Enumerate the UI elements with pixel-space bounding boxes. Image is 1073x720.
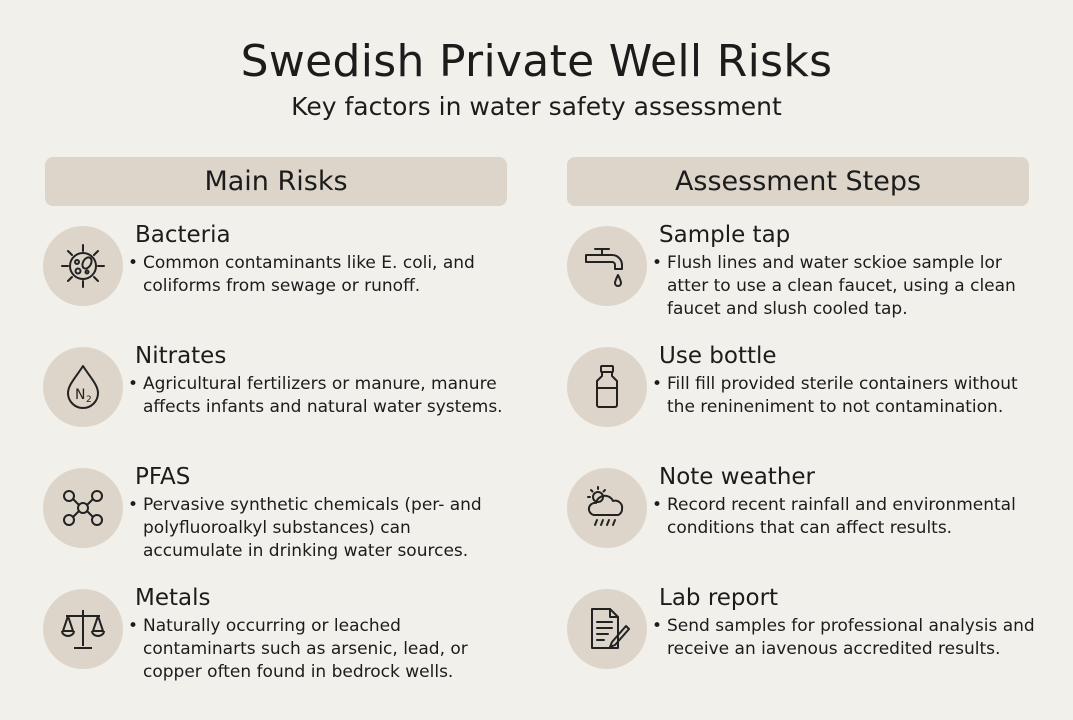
faucet-icon: [567, 226, 647, 306]
risk-description: Agricultural fertilizers or manure, manure affects infants and natural water systems.: [143, 374, 503, 417]
step-item-use-bottle: Use bottle • Fill fill provided sterile containers without the renineniment to not contamination.: [567, 347, 1037, 447]
risk-description: Pervasive synthetic chemicals (per- and polyfluoroalkyl substances) can accumulate in drinking water sources.: [143, 495, 482, 561]
nitrogen-drop-icon: [43, 347, 123, 427]
step-item-note-weather: Note weather • Record recent rainfall and environmental conditions that can affect results.: [567, 468, 1037, 568]
molecule-icon: [43, 468, 123, 548]
step-title: Lab report: [659, 585, 779, 611]
risk-title: Metals: [135, 585, 211, 611]
bacteria-icon: [43, 226, 123, 306]
report-icon: [567, 589, 647, 669]
risk-item-nitrates: N 2 Nitrates • Agricultural fertilizers or manure, manure affects infants and natural water systems.: [43, 347, 513, 447]
risk-item-bacteria: Bacteria • Common contaminants like E. coli, and coliforms from sewage or runoff.: [43, 226, 513, 326]
risk-title: Bacteria: [135, 222, 231, 248]
step-description: Send samples for professional analysis and receive an iavenous accredited results.: [667, 616, 1035, 659]
step-item-sample-tap: Sample tap • Flush lines and water sckioe sample lor atter to use a clean faucet, using a clean faucet and slush cooled tap.: [567, 226, 1037, 326]
step-description: Fill fill provided sterile containers without the renineniment to not contamination.: [667, 374, 1018, 417]
main-risks-header: Main Risks: [45, 157, 507, 206]
step-title: Use bottle: [659, 343, 777, 369]
step-description: Flush lines and water sckioe sample lor atter to use a clean faucet, using a clean faucet and slush cooled tap.: [667, 253, 1016, 319]
step-item-lab-report: Lab report • Send samples for professional analysis and receive an iavenous accredited results.: [567, 589, 1037, 689]
n2-label: N: [75, 387, 86, 403]
assessment-steps-header: Assessment Steps: [567, 157, 1029, 206]
step-description: Record recent rainfall and environmental conditions that can affect results.: [667, 495, 1016, 538]
risk-title: Nitrates: [135, 343, 227, 369]
step-title: Note weather: [659, 464, 816, 490]
n2-subscript: 2: [86, 395, 92, 405]
weather-icon: [567, 468, 647, 548]
risk-title: PFAS: [135, 464, 191, 490]
risk-item-pfas: PFAS • Pervasive synthetic chemicals (per- and polyfluoroalkyl substances) can accumulate in drinking water sources.: [43, 468, 513, 568]
risk-item-metals: Metals • Naturally occurring or leached contaminarts such as arsenic, lead, or copper often found in bedrock wells.: [43, 589, 513, 689]
page-subtitle: Key factors in water safety assessment: [291, 92, 782, 121]
bottle-icon: [567, 347, 647, 427]
risk-description: Naturally occurring or leached contaminarts such as arsenic, lead, or copper often found in bedrock wells.: [143, 616, 468, 682]
page-title: Swedish Private Well Risks: [240, 36, 833, 87]
step-title: Sample tap: [659, 222, 791, 248]
risk-description: Common contaminants like E. coli, and coliforms from sewage or runoff.: [143, 253, 475, 296]
scales-icon: [43, 589, 123, 669]
